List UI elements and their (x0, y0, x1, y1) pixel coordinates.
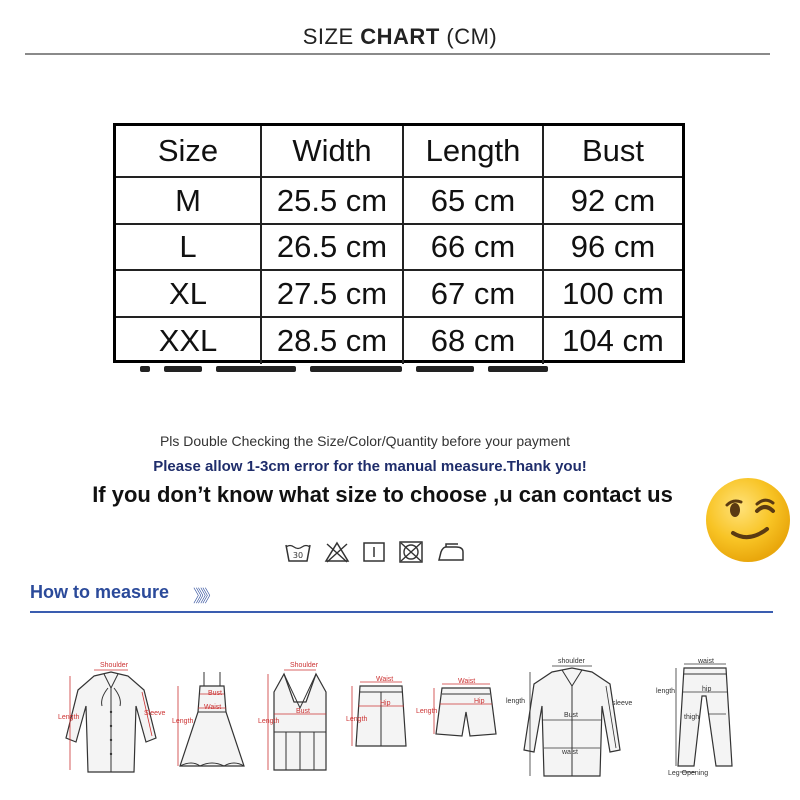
measurement-cell: 26.5 cm (262, 225, 404, 271)
label-length: Length (416, 708, 438, 715)
svg-text:30: 30 (292, 551, 304, 560)
label-length: Length (172, 718, 194, 725)
label-length: length (656, 688, 676, 695)
table-header-cell: Length (404, 126, 544, 178)
iron-icon (436, 540, 466, 564)
size-label-cell: L (116, 225, 262, 271)
measurement-cell: 104 cm (562, 323, 664, 358)
label-bust: Bust (564, 712, 579, 719)
measurement-cell: 68 cm (404, 318, 544, 364)
label-length: length (506, 698, 526, 705)
table-header-cell: Size (116, 126, 262, 178)
label-waist: Waist (376, 676, 394, 683)
jacket-figure (506, 658, 638, 784)
label-leg-opening: Leg Opening (668, 770, 709, 777)
skirt-figure (346, 676, 416, 756)
no-dry-clean-icon (398, 540, 424, 564)
label-hip: Hip (474, 698, 485, 705)
title-size: SIZE (302, 24, 354, 49)
tumble-dry-icon (362, 540, 386, 564)
size-label-cell: M (116, 178, 262, 225)
label-length: Length (346, 716, 368, 723)
label-shoulder: Shoulder (100, 662, 129, 669)
measurement-cell: 66 cm (404, 225, 544, 271)
label-hip: hip (702, 686, 712, 693)
label-bust: Bust (208, 690, 223, 697)
care-icons (284, 540, 466, 566)
chevron-right-icon: 》》》 (193, 587, 215, 606)
measurement-cell: 96 cm (544, 225, 682, 271)
measurement-cell: 65 cm (404, 178, 544, 225)
label-sleeve: Sleeve (144, 710, 166, 717)
pants-figure (654, 656, 750, 784)
label-thigh: thigh (684, 714, 700, 721)
measurement-cell: 67 cm (404, 271, 544, 318)
label-bust: Bust (296, 708, 311, 715)
label-waist: waist (562, 749, 578, 756)
shorts-drawing (428, 678, 504, 748)
measurement-cell: 92 cm (544, 178, 682, 225)
size-table (113, 123, 685, 363)
label-length: Length (58, 714, 80, 721)
jacket-drawing (506, 658, 638, 784)
measurement-cell: 25.5 cm (262, 178, 404, 225)
table-header-cell: Bust (544, 126, 682, 178)
table-header-cell: Width (262, 126, 404, 178)
label-length: Length (258, 718, 280, 725)
section-divider (30, 611, 773, 613)
shorts-figure (416, 678, 504, 748)
measurement-cell: 100 cm (544, 271, 682, 318)
measurement-cell: 27.5 cm (262, 271, 404, 318)
title-chart: CHART (360, 24, 440, 49)
winking-emoji-icon (705, 477, 791, 563)
label-waist: waist (698, 658, 714, 665)
label-hip: Hip (380, 700, 391, 707)
label-sleeve: sleeve (612, 700, 633, 707)
size-label-cell: XL (116, 271, 262, 318)
dress-figure (172, 668, 252, 778)
label-waist: Waist (458, 678, 476, 685)
wash-30-icon (284, 540, 312, 564)
label-waist: Waist (204, 704, 222, 711)
no-bleach-icon (324, 540, 350, 564)
shirt-drawing (56, 662, 166, 782)
pants-drawing (654, 656, 750, 784)
vest-figure (258, 662, 342, 782)
note-contact-us: If you don’t know what size to choose ,u can contact us (92, 482, 673, 507)
size-label-cell: XXL (116, 318, 262, 364)
page-title (0, 24, 800, 50)
title-divider (25, 53, 770, 55)
label-shoulder: shoulder (558, 658, 585, 665)
note-check-before-payment: Pls Double Checking the Size/Color/Quantity before your payment (159, 433, 571, 449)
measurement-cell: 28.5 cm (262, 318, 404, 364)
title-unit: (CM) (446, 24, 498, 49)
cropped-footnote (140, 366, 590, 376)
how-to-measure-title: How to measure (30, 582, 170, 602)
label-shoulder: Shoulder (290, 662, 319, 669)
note-measure-error: Please allow 1-3cm error for the manual measure.Thank you! (153, 458, 587, 475)
shirt-figure (56, 662, 166, 782)
